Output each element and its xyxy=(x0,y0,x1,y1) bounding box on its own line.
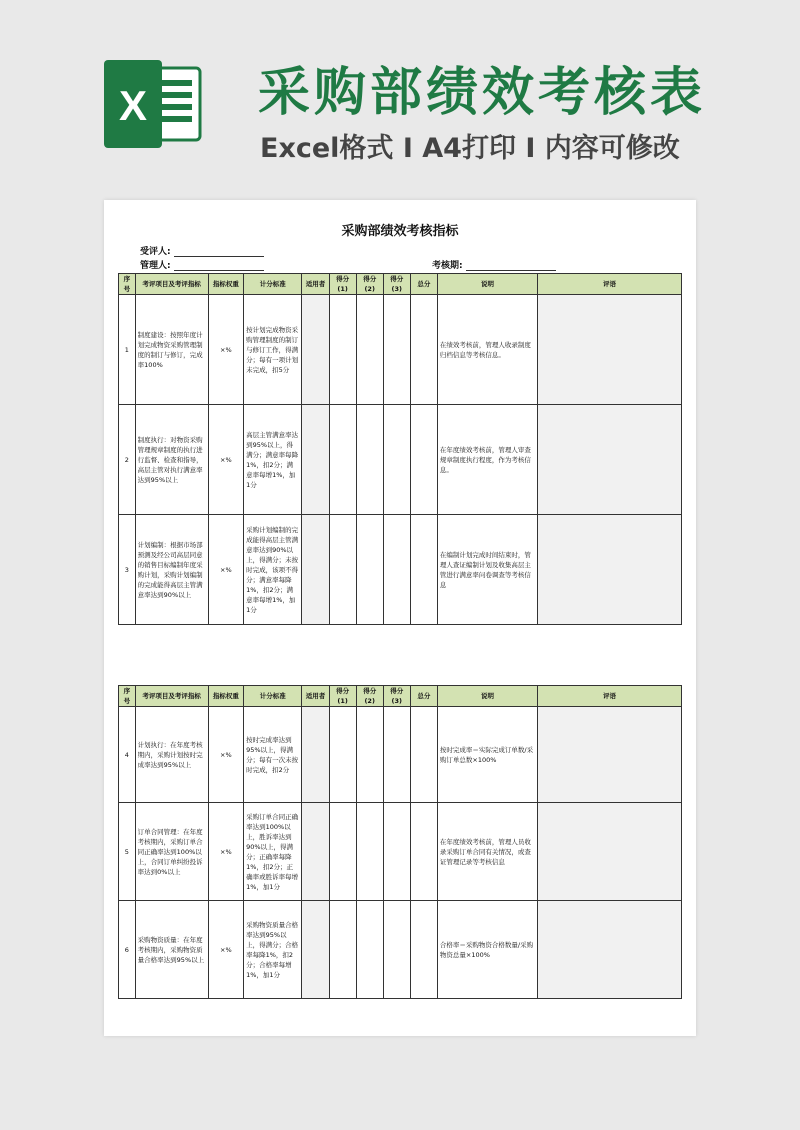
cell-no: 5 xyxy=(119,803,136,901)
table-row xyxy=(119,803,682,901)
cell-no: 1 xyxy=(119,295,136,405)
table-row xyxy=(119,707,682,803)
cell-item: 采购物资质量：在年度考核期内，采购物资质量合格率达到95%以上 xyxy=(135,901,208,999)
column-header-note: 说明 xyxy=(437,686,537,707)
cell-user xyxy=(302,803,329,901)
cell-no: 4 xyxy=(119,707,136,803)
excel-logo-icon xyxy=(104,60,202,148)
cell-score-1 xyxy=(329,707,356,803)
cell-score-1 xyxy=(329,901,356,999)
manager-line xyxy=(174,261,264,271)
column-header-item: 考评项目及考评指标 xyxy=(135,274,208,295)
column-header-s2: 得分 (2) xyxy=(356,274,383,295)
cell-standard: 采购订单合同正确率达到100%以上，胜诉率达到90%以上，得满分；正确率每降1%，扣2分；正确率或胜诉率每增1%，加1分 xyxy=(244,803,302,901)
cell-comment xyxy=(538,803,682,901)
cell-standard: 采购物资质量合格率达到95%以上，得满分；合格率每降1%，扣2分；合格率每增1%，加1分 xyxy=(244,901,302,999)
cell-weight: ×% xyxy=(208,803,243,901)
cell-total xyxy=(410,405,437,515)
evaluatee-field xyxy=(140,244,264,257)
cell-note: 在年度绩效考核前，管理人审查规章制度执行程度，作为考核信息。 xyxy=(437,405,537,515)
table-row xyxy=(119,405,682,515)
cell-user xyxy=(302,901,329,999)
page-subtitle: Excel格式 I A4打印 I 内容可修改 xyxy=(260,133,680,164)
column-header-s3: 得分 (3) xyxy=(383,686,410,707)
period-label: 考核期: xyxy=(432,261,463,271)
cell-comment xyxy=(538,901,682,999)
kpi-table-page-1 xyxy=(118,273,682,625)
column-header-user: 适用者 xyxy=(302,686,329,707)
column-header-standard: 计分标准 xyxy=(244,686,302,707)
document-title: 采购部绩效考核指标 xyxy=(341,224,459,239)
column-header-item: 考评项目及考评指标 xyxy=(135,686,208,707)
column-header-note: 说明 xyxy=(437,274,537,295)
column-header-total: 总分 xyxy=(410,274,437,295)
evaluatee-line xyxy=(174,247,264,257)
column-header-s3: 得分 (3) xyxy=(383,274,410,295)
evaluatee-label: 受评人: xyxy=(140,247,171,257)
cell-weight: ×% xyxy=(208,707,243,803)
cell-total xyxy=(410,295,437,405)
cell-user xyxy=(302,405,329,515)
document-sheet xyxy=(104,200,696,1036)
cell-standard: 采购计划编制的完成能得高层主管满意率达到90%以上，得满分；未按时完成，该项不得分；满意率每降1%，扣2分；满意率每增1%，加1分 xyxy=(244,515,302,625)
column-header-s1: 得分 (1) xyxy=(329,274,356,295)
column-header-comment: 评语 xyxy=(538,686,682,707)
cell-item: 计划编制：根据市场部预测及经公司高层同意的销售目标编制年度采购计划，采购计划编制的完成能得高层主管满意率达到90%以上 xyxy=(135,515,208,625)
cell-note: 在编制计划完成时间结束时，管理人查证编制计划及收集高层主管进行满意率问卷调查等考核信息 xyxy=(437,515,537,625)
cell-no: 2 xyxy=(119,405,136,515)
cell-comment xyxy=(538,405,682,515)
cell-score-1 xyxy=(329,515,356,625)
cell-comment xyxy=(538,515,682,625)
cell-weight: ×% xyxy=(208,295,243,405)
cell-total xyxy=(410,803,437,901)
column-header-comment: 评语 xyxy=(538,274,682,295)
column-header-total: 总分 xyxy=(410,686,437,707)
table-row xyxy=(119,295,682,405)
cell-score-3 xyxy=(383,901,410,999)
column-header-s2: 得分 (2) xyxy=(356,686,383,707)
cell-score-2 xyxy=(356,803,383,901)
column-header-no: 序号 xyxy=(119,274,136,295)
cell-no: 3 xyxy=(119,515,136,625)
table-row xyxy=(119,901,682,999)
cell-total xyxy=(410,515,437,625)
cell-note: 合格率＝采购物资合格数量/采购物资总量×100% xyxy=(437,901,537,999)
cell-user xyxy=(302,295,329,405)
kpi-table-page-2 xyxy=(118,685,682,999)
cell-standard: 按时完成率达到95%以上，得满分；每有一次未按时完成，扣2分 xyxy=(244,707,302,803)
cell-item: 制度建设：按照年度计划完成物资采购管理制度的制订与修订，完成率100% xyxy=(135,295,208,405)
cell-score-2 xyxy=(356,707,383,803)
cell-total xyxy=(410,707,437,803)
cell-total xyxy=(410,901,437,999)
cell-score-2 xyxy=(356,515,383,625)
column-header-standard: 计分标准 xyxy=(244,274,302,295)
header-row xyxy=(119,686,682,707)
cell-standard: 按计划完成物资采购管理制度的制订与修订工作，得满分；每有一项计划未完成，扣5分 xyxy=(244,295,302,405)
cell-note: 按时完成率＝实际完成订单数/采购订单总数×100% xyxy=(437,707,537,803)
manager-label: 管理人: xyxy=(140,261,171,271)
period-line xyxy=(466,261,556,271)
cell-score-2 xyxy=(356,295,383,405)
cell-user xyxy=(302,707,329,803)
cell-item: 制度执行：对物资采购管理规章制度的执行进行监督、检查和指导，高层主管对执行满意率达到95%以上 xyxy=(135,405,208,515)
cell-comment xyxy=(538,295,682,405)
column-header-weight: 指标权重 xyxy=(208,274,243,295)
cell-score-3 xyxy=(383,707,410,803)
cell-score-1 xyxy=(329,295,356,405)
cell-score-1 xyxy=(329,803,356,901)
cell-weight: ×% xyxy=(208,515,243,625)
cell-note: 在绩效考核前，管理人收录制度归档信息等考核信息。 xyxy=(437,295,537,405)
cell-score-2 xyxy=(356,405,383,515)
logo-letter: X xyxy=(118,82,148,129)
cell-item: 计划执行：在年度考核期内，采购计划按时完成率达到95%以上 xyxy=(135,707,208,803)
cell-score-3 xyxy=(383,405,410,515)
cell-note: 在年度绩效考核前，管理人员收录采购订单合同有关情况，或查证管理记录等考核信息 xyxy=(437,803,537,901)
cell-user xyxy=(302,515,329,625)
column-header-weight: 指标权重 xyxy=(208,686,243,707)
cell-score-1 xyxy=(329,405,356,515)
cell-item: 订单合同管理：在年度考核期内，采购订单合同正确率达到100%以上，合同订单纠纷投诉率达到0%以上 xyxy=(135,803,208,901)
column-header-s1: 得分 (1) xyxy=(329,686,356,707)
page-title: 采购部绩效考核表 xyxy=(258,63,707,123)
column-header-no: 序号 xyxy=(119,686,136,707)
manager-field xyxy=(140,258,264,271)
cell-score-2 xyxy=(356,901,383,999)
cell-score-3 xyxy=(383,515,410,625)
cell-standard: 高层主管满意率达到95%以上，得满分；满意率每降1%，扣2分；满意率每增1%，加1分 xyxy=(244,405,302,515)
cell-weight: ×% xyxy=(208,901,243,999)
cell-no: 6 xyxy=(119,901,136,999)
period-field xyxy=(432,258,556,271)
cell-score-3 xyxy=(383,295,410,405)
header-row xyxy=(119,274,682,295)
column-header-user: 适用者 xyxy=(302,274,329,295)
table-row xyxy=(119,515,682,625)
cell-comment xyxy=(538,707,682,803)
cell-score-3 xyxy=(383,803,410,901)
cell-weight: ×% xyxy=(208,405,243,515)
banner xyxy=(0,0,800,200)
